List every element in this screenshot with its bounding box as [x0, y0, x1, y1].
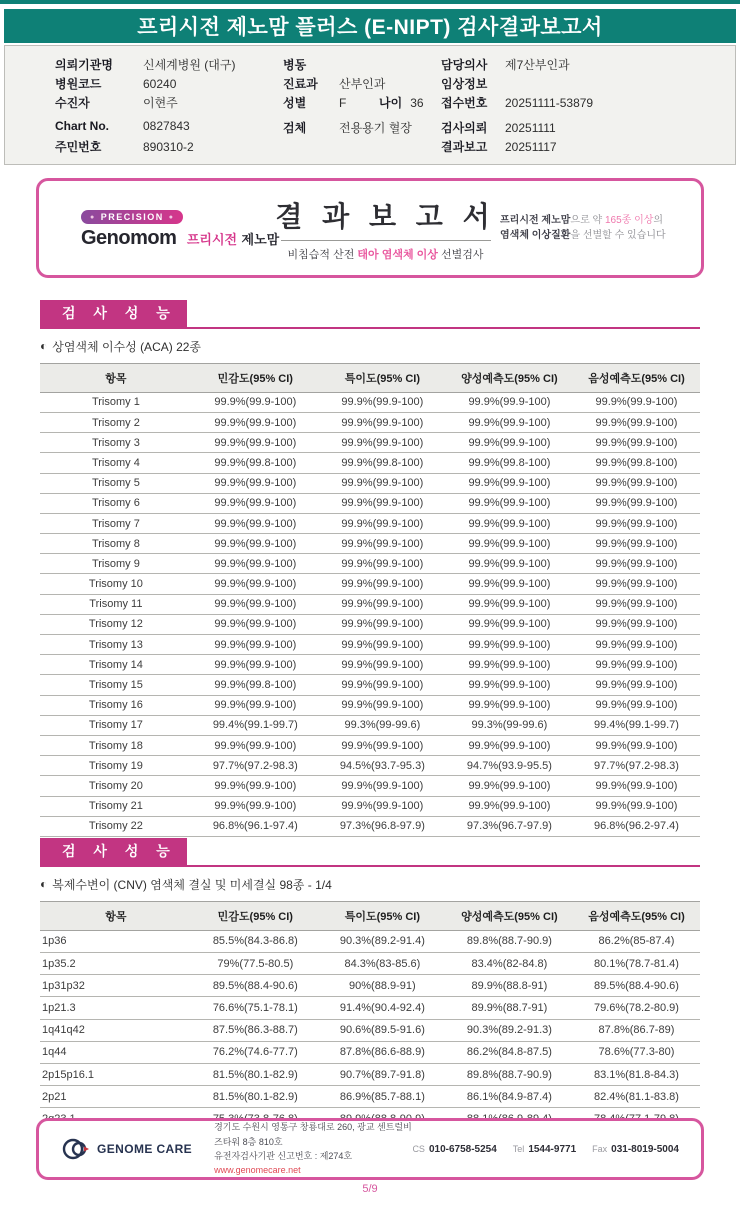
table-cell: 99.9%(99.8-100) — [192, 453, 319, 473]
table-cell: 90.3%(89.2-91.4) — [319, 930, 446, 952]
precision-dot-right-icon: ● — [168, 213, 175, 221]
table-cell: 99.9%(99.9-100) — [573, 614, 700, 634]
table-cell: 87.8%(86.6-88.9) — [319, 1041, 446, 1063]
table-cell: 99.9%(99.9-100) — [573, 412, 700, 432]
table-cell: 99.9%(99.9-100) — [192, 655, 319, 675]
table-cell: 84.3%(83-85.6) — [319, 952, 446, 974]
table-cell: 99.9%(99.9-100) — [192, 433, 319, 453]
table-row — [40, 534, 700, 554]
table-cell: 99.9%(99.9-100) — [573, 493, 700, 513]
genome-care-logo: GENOME CARE — [61, 1136, 192, 1162]
table-cell: Trisomy 19 — [40, 756, 192, 776]
table-cell: 76.6%(75.1-78.1) — [192, 997, 319, 1019]
section-header-rule — [40, 838, 700, 867]
table-cell: 99.9%(99.8-100) — [319, 453, 446, 473]
table-cell: 96.8%(96.1-97.4) — [192, 816, 319, 836]
table-cell: 99.9%(99.9-100) — [319, 776, 446, 796]
table-cell: 99.9%(99.9-100) — [192, 695, 319, 715]
table-cell: 99.9%(99.9-100) — [319, 493, 446, 513]
table-cell: 99.9%(99.9-100) — [573, 635, 700, 655]
table-cell: 89.9%(88.8-91) — [446, 975, 573, 997]
column-header: 특이도(95% CI) — [319, 363, 446, 392]
table-cell: 1q44 — [40, 1041, 192, 1063]
table-row — [40, 695, 700, 715]
table-row — [40, 594, 700, 614]
table-cell: 99.9%(99.9-100) — [319, 473, 446, 493]
table-cell: 99.9%(99.9-100) — [319, 614, 446, 634]
patient-info-column-middle — [283, 56, 441, 164]
table-cell: 99.9%(99.9-100) — [573, 554, 700, 574]
table-cell: 99.9%(99.9-100) — [573, 473, 700, 493]
column-header: 양성예측도(95% CI) — [446, 901, 573, 930]
field-chart-no: Chart No. 0827843 — [55, 119, 190, 133]
field-sex-age: 성별 F 나이 36 — [283, 96, 424, 110]
table-cell: 99.9%(99.9-100) — [192, 635, 319, 655]
table-cell: 99.9%(99.9-100) — [192, 776, 319, 796]
genome-care-mark-icon — [61, 1136, 91, 1162]
table-cell: 99.9%(99.9-100) — [573, 534, 700, 554]
table-cell: 99.9%(99.9-100) — [192, 574, 319, 594]
table-cell: 90.7%(89.7-91.8) — [319, 1063, 446, 1085]
table-cell: 83.4%(82-84.8) — [446, 952, 573, 974]
table-row — [40, 392, 700, 412]
table-cell: 90%(88.9-91) — [319, 975, 446, 997]
table-row — [40, 1086, 700, 1108]
table-cell: 76.2%(74.6-77.7) — [192, 1041, 319, 1063]
table-cell: 99.9%(99.9-100) — [573, 735, 700, 755]
table-row — [40, 554, 700, 574]
table-cell: Trisomy 1 — [40, 392, 192, 412]
table-cell: 99.4%(99.1-99.7) — [192, 715, 319, 735]
table-cell: 83.1%(81.8-84.3) — [573, 1063, 700, 1085]
table-header-row — [40, 363, 700, 392]
table-cell: 99.9%(99.9-100) — [192, 614, 319, 634]
patient-info-column-right — [441, 56, 721, 164]
section-header-badge: 검 사 성 능 — [40, 300, 187, 327]
table-cell: 99.9%(99.9-100) — [192, 594, 319, 614]
report-title-bar — [4, 9, 736, 43]
table-cell: 1p36 — [40, 930, 192, 952]
table-cell: 99.9%(99.9-100) — [573, 392, 700, 412]
table-cell: 99.9%(99.9-100) — [446, 392, 573, 412]
table-cell: Trisomy 7 — [40, 513, 192, 533]
table-cell: 99.9%(99.9-100) — [319, 554, 446, 574]
table-cell: Trisomy 2 — [40, 412, 192, 432]
page-title: 프리시전 제노맘 플러스 (E-NIPT) 검사결과보고서 — [137, 16, 603, 39]
table-row — [40, 756, 700, 776]
table-cell: 99.9%(99.9-100) — [319, 735, 446, 755]
table-cell: 2p21 — [40, 1086, 192, 1108]
table-cell: Trisomy 15 — [40, 675, 192, 695]
table-cell: 99.9%(99.9-100) — [446, 433, 573, 453]
table-row — [40, 635, 700, 655]
page-number: 5/9 — [362, 1183, 378, 1195]
table-cell: 99.9%(99.9-100) — [319, 594, 446, 614]
column-header: 항목 — [40, 901, 192, 930]
table-cell: 99.9%(99.9-100) — [319, 513, 446, 533]
table-cell: 99.9%(99.8-100) — [573, 453, 700, 473]
table-cell: 86.9%(85.7-88.1) — [319, 1086, 446, 1108]
table-cell: 99.9%(99.9-100) — [446, 735, 573, 755]
table-cell: 97.7%(97.2-98.3) — [573, 756, 700, 776]
table-cell: 99.9%(99.9-100) — [573, 513, 700, 533]
table-cell: 99.9%(99.9-100) — [192, 796, 319, 816]
table-cell: 99.9%(99.9-100) — [319, 635, 446, 655]
table-cell: 87.5%(86.3-88.7) — [192, 1019, 319, 1041]
table-cell: 99.9%(99.9-100) — [446, 695, 573, 715]
table-cell: Trisomy 6 — [40, 493, 192, 513]
column-header: 음성예측도(95% CI) — [573, 363, 700, 392]
table-cell: 99.9%(99.9-100) — [446, 412, 573, 432]
table-cell: 99.9%(99.9-100) — [573, 433, 700, 453]
table-row — [40, 816, 700, 836]
genomom-brand-logo — [81, 206, 280, 251]
table-cell: 86.2%(85-87.4) — [573, 930, 700, 952]
table-cell: 1p31p32 — [40, 975, 192, 997]
table-row — [40, 675, 700, 695]
column-header: 민감도(95% CI) — [192, 363, 319, 392]
table-cell: 99.9%(99.9-100) — [446, 614, 573, 634]
field-resident-id: 주민번호 890310-2 — [55, 140, 194, 154]
table-cell: 99.9%(99.9-100) — [446, 655, 573, 675]
table-cell: 89.5%(88.4-90.6) — [192, 975, 319, 997]
table-cell: Trisomy 20 — [40, 776, 192, 796]
table-cell: 1p21.3 — [40, 997, 192, 1019]
field-request-date: 검사의뢰 20251111 — [441, 121, 556, 135]
table-cell: 97.3%(96.8-97.9) — [319, 816, 446, 836]
fax-contact: Fax 031-8019-5004 — [592, 1143, 679, 1155]
table-cell: 81.5%(80.1-82.9) — [192, 1086, 319, 1108]
table-cell: 87.8%(86.7-89) — [573, 1019, 700, 1041]
table-cell: 99.9%(99.9-100) — [573, 796, 700, 816]
table-cell: 97.3%(96.7-97.9) — [446, 816, 573, 836]
table-cell: 99.9%(99.9-100) — [319, 412, 446, 432]
section-subtitle-aca: ◐ 상염색체 이수성 (ACA) 22종 — [40, 339, 202, 354]
table-cell: Trisomy 17 — [40, 715, 192, 735]
cnv-performance-table — [40, 901, 700, 1131]
screening-note: 프리시전 제노맘으로 약 165종 이상의 염색체 이상질환을 선별할 수 있습니다 — [500, 214, 666, 241]
table-cell: 89.5%(88.4-90.6) — [573, 975, 700, 997]
table-cell: 78.6%(77.3-80) — [573, 1041, 700, 1063]
table-row — [40, 997, 700, 1019]
table-cell: 99.9%(99.9-100) — [446, 534, 573, 554]
table-row — [40, 614, 700, 634]
table-row — [40, 715, 700, 735]
table-cell: 79%(77.5-80.5) — [192, 952, 319, 974]
half-circle-bullet-icon: ◐ — [40, 877, 48, 892]
table-cell: 89.8%(88.7-90.9) — [446, 1063, 573, 1085]
table-cell: 99.9%(99.9-100) — [573, 574, 700, 594]
section-header-rule — [40, 300, 700, 329]
table-cell: 99.3%(99-99.6) — [446, 715, 573, 735]
table-row — [40, 1041, 700, 1063]
field-hospital-code: 병원코드 60240 — [55, 77, 177, 91]
precision-dot-left-icon: ● — [90, 213, 96, 221]
table-cell: Trisomy 11 — [40, 594, 192, 614]
table-cell: 99.9%(99.9-100) — [446, 675, 573, 695]
section-header-badge: 검 사 성 능 — [40, 838, 187, 865]
section-subtitle-cnv: ◐ 복제수변이 (CNV) 염색체 결실 및 미세결실 98종 - 1/4 — [40, 877, 332, 892]
table-cell: 80.1%(78.7-81.4) — [573, 952, 700, 974]
website-link[interactable]: www.genomecare.net — [214, 1165, 301, 1176]
table-cell: 94.7%(93.9-95.5) — [446, 756, 573, 776]
column-header: 항목 — [40, 363, 192, 392]
table-cell: 99.9%(99.9-100) — [192, 493, 319, 513]
table-cell: Trisomy 13 — [40, 635, 192, 655]
table-cell: 99.9%(99.9-100) — [319, 655, 446, 675]
table-cell: Trisomy 18 — [40, 735, 192, 755]
table-cell: 99.9%(99.9-100) — [573, 695, 700, 715]
table-cell: 99.9%(99.9-100) — [446, 635, 573, 655]
address-line-2: 유전자검사기관 신고번호 : 제274호 — [214, 1151, 353, 1161]
table-row — [40, 796, 700, 816]
field-patient-name: 수진자 이현주 — [55, 96, 178, 110]
aca-performance-table — [40, 363, 700, 837]
table-cell: Trisomy 12 — [40, 614, 192, 634]
table-cell: 99.9%(99.9-100) — [573, 594, 700, 614]
footer-company-box — [36, 1118, 704, 1180]
table-cell: 99.9%(99.9-100) — [446, 513, 573, 533]
table-cell: 94.5%(93.7-95.3) — [319, 756, 446, 776]
table-cell: 99.9%(99.9-100) — [192, 513, 319, 533]
field-receipt-no: 접수번호 20251111-53879 — [441, 96, 594, 110]
table-cell: Trisomy 16 — [40, 695, 192, 715]
company-address-block — [214, 1120, 412, 1178]
table-cell: 99.9%(99.9-100) — [319, 675, 446, 695]
field-clinical-info: 임상정보 — [441, 77, 488, 91]
table-cell: Trisomy 8 — [40, 534, 192, 554]
table-cell: 99.9%(99.9-100) — [319, 574, 446, 594]
table-cell: 86.1%(84.9-87.4) — [446, 1086, 573, 1108]
patient-info-panel — [4, 45, 736, 165]
column-header: 특이도(95% CI) — [319, 901, 446, 930]
table-header-row — [40, 901, 700, 930]
table-cell: 99.9%(99.9-100) — [192, 473, 319, 493]
field-doctor: 담당의사 제7산부인과 — [441, 58, 570, 72]
table-cell: 82.4%(81.1-83.8) — [573, 1086, 700, 1108]
table-row — [40, 930, 700, 952]
table-row — [40, 655, 700, 675]
precision-badge: ● PRECISION ● — [81, 210, 183, 224]
tel-contact: Tel 1544-9771 — [512, 1143, 577, 1155]
column-header: 민감도(95% CI) — [192, 901, 319, 930]
field-department: 진료과 산부인과 — [283, 77, 386, 91]
result-report-box — [36, 178, 704, 278]
contact-info-block — [412, 1144, 679, 1155]
field-specimen: 검체 전용용기 혈장 — [283, 121, 412, 135]
table-cell: Trisomy 5 — [40, 473, 192, 493]
table-cell: 99.9%(99.9-100) — [446, 574, 573, 594]
table-cell: 97.7%(97.2-98.3) — [192, 756, 319, 776]
table-cell: 99.9%(99.9-100) — [192, 534, 319, 554]
table-row — [40, 776, 700, 796]
table-cell: 99.3%(99-99.6) — [319, 715, 446, 735]
table-cell: 99.9%(99.9-100) — [192, 735, 319, 755]
table-cell: 99.9%(99.9-100) — [573, 675, 700, 695]
table-row — [40, 493, 700, 513]
table-row — [40, 433, 700, 453]
table-row — [40, 453, 700, 473]
half-circle-bullet-icon: ◐ — [40, 339, 48, 354]
address-line-1: 경기도 수원시 영통구 창룡대로 260, 광교 센트럴비즈타워 8층 810호 — [214, 1122, 412, 1147]
table-cell: Trisomy 9 — [40, 554, 192, 574]
table-cell: 91.4%(90.4-92.4) — [319, 997, 446, 1019]
table-cell: 99.9%(99.9-100) — [446, 594, 573, 614]
table-cell: 99.9%(99.8-100) — [192, 675, 319, 695]
table-cell: 99.9%(99.9-100) — [446, 796, 573, 816]
table-cell: Trisomy 14 — [40, 655, 192, 675]
table-cell: 89.8%(88.7-90.9) — [446, 930, 573, 952]
table-cell: Trisomy 4 — [40, 453, 192, 473]
table-cell: 1p35.2 — [40, 952, 192, 974]
table-cell: Trisomy 10 — [40, 574, 192, 594]
table-cell: 99.9%(99.9-100) — [319, 433, 446, 453]
patient-info-column-left — [55, 56, 283, 164]
table-cell: 99.9%(99.9-100) — [446, 473, 573, 493]
column-header: 양성예측도(95% CI) — [446, 363, 573, 392]
table-cell: 99.9%(99.9-100) — [446, 493, 573, 513]
table-row — [40, 412, 700, 432]
top-accent-strip — [0, 0, 740, 4]
brand-name-line: Genomom 프리시전 제노맘 — [81, 227, 280, 250]
table-row — [40, 1019, 700, 1041]
test-performance-section-cnv — [40, 838, 700, 1130]
report-heading: 결 과 보 고 서 — [275, 200, 496, 232]
table-cell: Trisomy 22 — [40, 816, 192, 836]
table-cell: 89.9%(88.7-91) — [446, 997, 573, 1019]
table-row — [40, 513, 700, 533]
table-row — [40, 952, 700, 974]
table-cell: 99.9%(99.9-100) — [446, 776, 573, 796]
table-cell: 99.9%(99.9-100) — [192, 412, 319, 432]
table-cell: 90.3%(89.2-91.3) — [446, 1019, 573, 1041]
table-cell: 99.9%(99.9-100) — [319, 796, 446, 816]
table-cell: 99.9%(99.9-100) — [192, 392, 319, 412]
table-row — [40, 975, 700, 997]
field-hospital-name: 의뢰기관명 신세계병원 (대구) — [55, 58, 236, 72]
report-heading-block — [271, 195, 500, 262]
table-cell: Trisomy 21 — [40, 796, 192, 816]
table-cell: 79.6%(78.2-80.9) — [573, 997, 700, 1019]
table-cell: 99.9%(99.9-100) — [192, 554, 319, 574]
column-header: 음성예측도(95% CI) — [573, 901, 700, 930]
table-row — [40, 574, 700, 594]
table-cell: 99.9%(99.9-100) — [446, 554, 573, 574]
table-row — [40, 473, 700, 493]
table-cell: 99.9%(99.9-100) — [319, 695, 446, 715]
table-row — [40, 1063, 700, 1085]
table-cell: 99.9%(99.9-100) — [319, 392, 446, 412]
table-cell: 99.4%(99.1-99.7) — [573, 715, 700, 735]
table-cell: 1q41q42 — [40, 1019, 192, 1041]
report-subheading: 비침습적 산전 태아 염색체 이상 선별검사 — [287, 248, 484, 261]
table-cell: 2p15p16.1 — [40, 1063, 192, 1085]
report-heading-divider — [281, 240, 491, 241]
table-row — [40, 735, 700, 755]
table-cell: 96.8%(96.2-97.4) — [573, 816, 700, 836]
table-cell: 90.6%(89.5-91.6) — [319, 1019, 446, 1041]
table-cell: 99.9%(99.8-100) — [446, 453, 573, 473]
table-cell: 99.9%(99.9-100) — [319, 534, 446, 554]
field-ward: 병동 — [283, 58, 307, 72]
table-cell: 99.9%(99.9-100) — [573, 776, 700, 796]
test-performance-section-aca — [40, 300, 700, 837]
table-cell: 99.9%(99.9-100) — [573, 655, 700, 675]
cs-contact: CS 010-6758-5254 — [412, 1143, 497, 1155]
table-cell: Trisomy 3 — [40, 433, 192, 453]
table-cell: 85.5%(84.3-86.8) — [192, 930, 319, 952]
field-report-date: 결과보고 20251117 — [441, 140, 557, 154]
table-cell: 86.2%(84.8-87.5) — [446, 1041, 573, 1063]
table-cell: 81.5%(80.1-82.9) — [192, 1063, 319, 1085]
